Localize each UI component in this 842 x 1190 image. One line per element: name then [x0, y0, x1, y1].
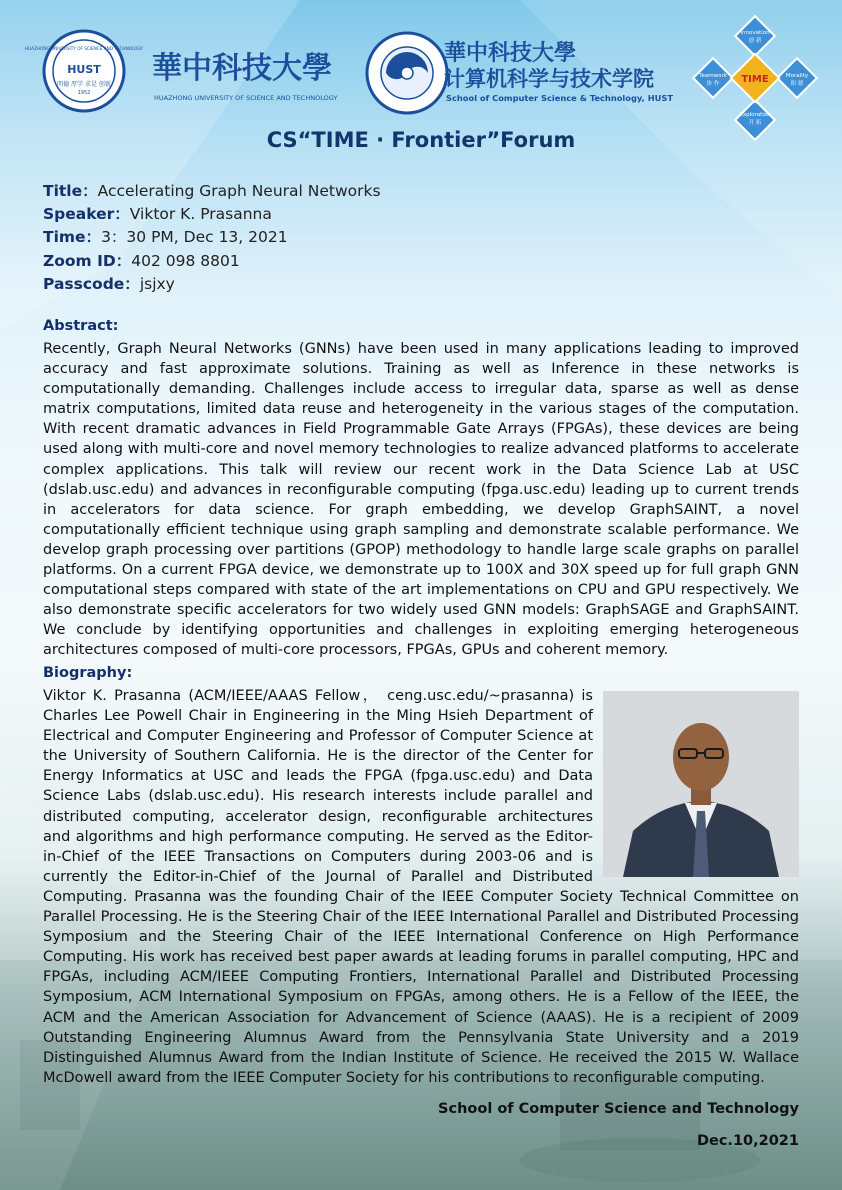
info-title-key: Title：: [43, 182, 98, 200]
hust-name-en: HUAZHONG UNIVERSITY OF SCIENCE AND TECHNOLOGY: [154, 94, 338, 102]
time-logo-innovation: Innovation: [740, 30, 770, 36]
speaker-photo: [603, 691, 799, 877]
hust-wordmark: [152, 44, 352, 106]
hust-seal-motto: 明德 厚学 求是 创新: [57, 81, 111, 88]
time-logo-center: TIME: [741, 74, 769, 85]
cs-name-cn-top: 華中科技大學: [444, 40, 577, 66]
info-zoom-value: 402 098 8801: [131, 251, 240, 270]
cs-name-cn-bottom: 计算机科学与技术学院: [444, 67, 654, 91]
cs-school-seal-logo: [364, 30, 450, 116]
info-speaker-value: Viktor K. Prasanna: [129, 205, 272, 224]
info-passcode-row: [43, 273, 743, 296]
time-logo-exploration-cn: 开 拓: [748, 120, 762, 126]
abstract-text: Recently, Graph Neural Networks (GNNs) have been used in many applications leading to improved accuracy and fast approximate solutions. Training as well as Inference in these networks is computationally demanding. Challenges include access to irregular data, sparse as well as dense matrix computations, limited data reuse and heterogeneity in the various stages of the computation. With recent dramatic advances in Field Programmable Gate Arrays (FPGAs), these devices are being used along with multi-core and novel memory technologies to realize advanced platforms to accelerate complex applications. This talk will review our recent work in the Data Science Lab at USC (dslab.usc.edu) and advances in reconfigurable computing (fpga.usc.edu) leading up to current trends in accelerators for data science. For graph embedding, we develop GraphSAINT, a novel computationally efficient technique using graph sampling and demonstrate scalable performance. We develop graph processing over partitions (GPOP) methodology to handle large scale graphs on parallel platforms. On a current FPGA device, we demonstrate up to 100X and 30X speed up for full graph GNN computational steps compared with state of the art implementations on CPU and GPU respectively. We also demonstrate specific accelerators for two widely used GNN models: GraphSAGE and GraphSAINT. We conclude by identifying opportunities and challenges in exploiting emerging heterogeneous architectures composed of multi-core processors, FPGAs, GPUs and coherent memory.: [43, 341, 799, 659]
time-logo-morality-cn: 积 德: [790, 81, 804, 87]
biography-heading: Biography:: [43, 665, 133, 681]
info-title-row: [43, 180, 743, 203]
hust-seal-logo: [24, 28, 148, 114]
info-time-value: 3：30 PM, Dec 13, 2021: [101, 228, 288, 247]
event-info: [43, 180, 743, 296]
footer-date: Dec.10,2021: [696, 1133, 799, 1149]
hust-seal-year: 1952: [77, 90, 91, 96]
info-zoom-row: [43, 250, 743, 273]
footer-school: School of Computer Science and Technology: [438, 1101, 799, 1117]
info-time-key: Time：: [43, 228, 102, 247]
time-logo-teamwork-cn: 协 作: [706, 81, 720, 87]
hust-name-cn: 華中科技大學: [152, 51, 332, 86]
biography-section: [43, 686, 799, 1088]
time-logo-teamwork: Teamwork: [699, 73, 727, 79]
hust-seal-ring-text: HUAZHONG UNIVERSITY OF SCIENCE AND TECHNOLOGY: [24, 46, 144, 51]
time-forum-logo: [696, 18, 814, 138]
info-zoom-key: Zoom ID：: [43, 251, 132, 270]
hust-seal-center: HUST: [67, 63, 101, 76]
forum-title: CS“TIME · Frontier”Forum: [266, 128, 576, 152]
biography-text: Viktor K. Prasanna (ACM/IEEE/AAAS Fellow， ceng.usc.edu/~prasanna) is Charles Lee Powell Chair in Engineering in the Ming Hsieh Department of Electrical and Computer Engineering and Professor of Computer Science at the University of Southern California. He is the director of the Center for Energy Informatics at USC and leads the FPGA (fpga.usc.edu) and Data Science Labs (dslab.usc.edu). His research interests include parallel and distributed computing, accelerator design, reconfigurable architectures and algorithms and high performance computing. He served as the Editor-in-Chief of the IEEE Transactions on Computers during 2003-06 and is currently the Editor-in-Chief of the Journal of Parallel and Distributed Computing. Prasanna was the founding Chair of the IEEE Computer Society Technical Committee on Parallel Processing. He is the Steering Chair of the IEEE International Parallel and Distributed Processing Symposium and the Steering Chair of the IEEE International Conference on High Performance Computing. His work has received best paper awards at leading forums in parallel computing, HPC and FPGAs, including ACM/IEEE Computing Frontiers, International Parallel and Distributed Processing Symposium, ACM International Symposium on FPGAs, among others. He is a Fellow of the IEEE, the ACM and the American Association for Advancement of Science (AAAS). He is a recipient of 2009 Outstanding Engineering Alumnus Award from the Pennsylvania State University and a 2019 Distinguished Alumnus Award from the Indian Institute of Science. He received the 2015 W. Wallace McDowell award from the IEEE Computer Society for his contributions to reconfigurable computing.: [43, 688, 799, 1086]
time-logo-innovation-cn: 创 新: [748, 38, 762, 44]
time-logo-morality: Morality: [785, 73, 809, 79]
info-passcode-value: jsjxy: [139, 274, 175, 293]
info-speaker-key: Speaker：: [43, 205, 130, 224]
info-passcode-key: Passcode：: [43, 274, 140, 293]
cs-name-en: School of Computer Science & Technology, HUST: [446, 93, 674, 103]
speaker-portrait-image: [603, 691, 799, 877]
info-speaker-row: [43, 203, 743, 226]
cs-school-wordmark: [444, 36, 684, 106]
time-logo-exploration: Exploration: [739, 112, 771, 118]
info-time-row: [43, 226, 743, 249]
header: [0, 14, 842, 126]
abstract-heading: Abstract:: [43, 318, 119, 334]
info-title-value: Accelerating Graph Neural Networks: [97, 182, 381, 200]
